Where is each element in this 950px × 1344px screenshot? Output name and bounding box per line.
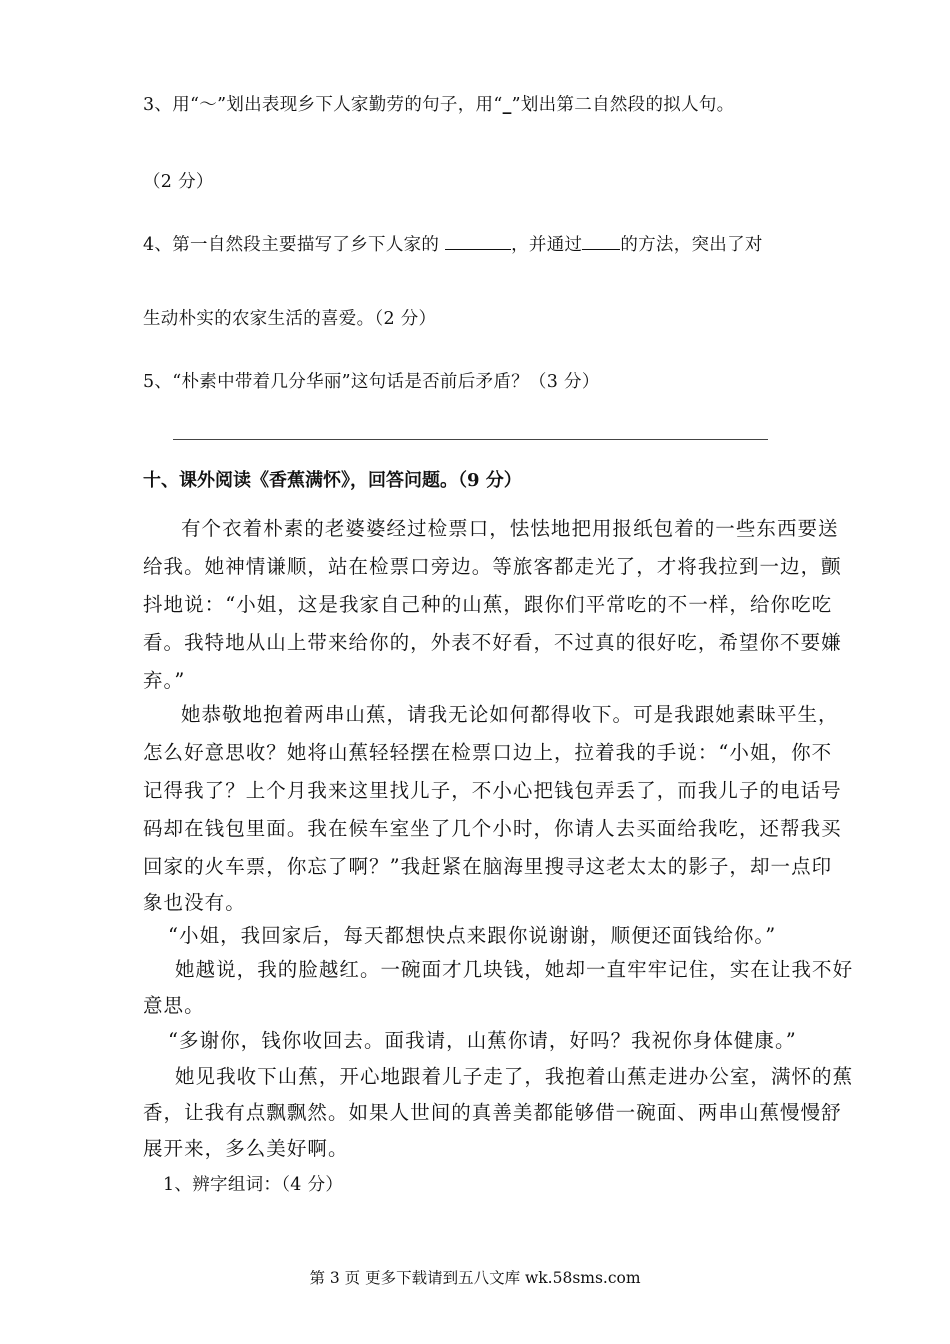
question-3 (143, 94, 735, 116)
passage-line: 香，让我有点飘飘然。如果人世间的真善美都能够借一碗面、两串山蕉慢慢舒 (143, 1101, 842, 1124)
q4-text-a: 4、第一自然段主要描写了乡下人家的 (143, 235, 440, 255)
passage-line: 象也没有。 (143, 891, 246, 914)
passage-line: 意思。 (143, 994, 205, 1017)
q4-text-c: 的方法，突出了对 (620, 235, 763, 255)
passage-line: 给我。她神情谦顺，站在检票口旁边。等旅客都走光了，才将我拉到一边，颤 (143, 555, 842, 578)
passage-line: 她见我收下山蕉，开心地跟着儿子走了，我抱着山蕉走进办公室，满怀的蕉 (175, 1065, 854, 1088)
passage-line: 弃。” (143, 669, 186, 692)
passage-line: 回家的火车票，你忘了啊？”我赶紧在脑海里搜寻这老太太的影子，却一点印 (143, 855, 833, 878)
question-5: 5、“朴素中带着几分华丽”这句话是否前后矛盾？（3 分） (143, 372, 600, 392)
section-heading: 十、课外阅读《香蕉满怀》，回答问题。（9 分） (143, 470, 522, 491)
passage-line: “小姐，我回家后，每天都想快点来跟你说谢谢，顺便还面钱给你。” (168, 924, 777, 947)
question-4-line-2: 生动朴实的农家生活的喜爱。（2 分） (143, 309, 437, 329)
passage-line: 看。我特地从山上带来给你的，外表不好看，不过真的很好吃，希望你不要嫌 (143, 631, 842, 654)
q3-underline-mark: _ (502, 95, 512, 115)
answer-line[interactable] (173, 439, 768, 440)
q3-text-end: ”划出第二自然段的拟人句。 (511, 95, 735, 115)
sub-question-1: 1、辨字组词：（4 分） (163, 1175, 344, 1195)
passage-line: 有个衣着朴素的老婆婆经过检票口，怯怯地把用报纸包着的一些东西要送 (181, 517, 839, 540)
q3-text-start: 3、用“～”划出表现乡下人家勤劳的句子，用“ (143, 95, 503, 115)
page-footer: 第 3 页 更多下载请到五八文库 wk.58sms.com (309, 1269, 641, 1287)
q4-blank-1[interactable] (445, 233, 511, 250)
passage-line: 码却在钱包里面。我在候车室坐了几个小时，你请人去买面给我吃，还帮我买 (143, 817, 842, 840)
passage-line: 她恭敬地抱着两串山蕉，请我无论如何都得收下。可是我跟她素昧平生， (181, 703, 839, 726)
passage-line: 怎么好意思收？她将山蕉轻轻摆在检票口边上，拉着我的手说：“小姐，你不 (143, 741, 833, 764)
passage-line: 她越说，我的脸越红。一碗面才几块钱，她却一直牢牢记住，实在让我不好 (175, 958, 854, 981)
passage-line: 记得我了？上个月我来这里找儿子，不小心把钱包弄丢了，而我儿子的电话号 (143, 779, 842, 802)
q4-blank-2[interactable] (582, 233, 620, 250)
question-4 (143, 233, 763, 256)
q4-text-b: ，并通过 (511, 235, 583, 255)
passage-line: “多谢你，钱你收回去。面我请，山蕉你请，好吗？我祝你身体健康。” (168, 1029, 797, 1052)
question-3-score: （2 分） (143, 172, 214, 192)
passage-line: 展开来，多么美好啊。 (143, 1137, 349, 1160)
passage-line: 抖地说：“小姐，这是我家自己种的山蕉，跟你们平常吃的不一样，给你吃吃 (143, 593, 833, 616)
